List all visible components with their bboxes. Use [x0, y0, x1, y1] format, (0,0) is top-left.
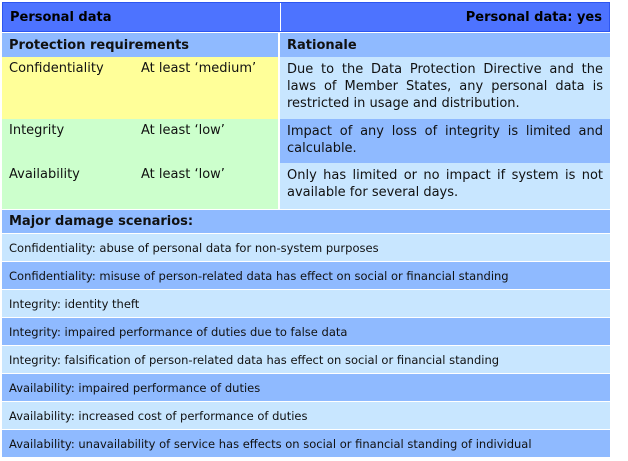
damage-scenarios-heading: Major damage scenarios: [2, 209, 610, 233]
requirement-rationale: Impact of any loss of integrity is limited and calculable. [278, 119, 610, 163]
requirement-level: At least ‘medium’ [141, 61, 257, 76]
damage-scenario-item: Confidentiality: abuse of personal data for non-system purposes [2, 233, 610, 261]
requirement-name: Confidentiality [9, 61, 104, 76]
damage-scenario-item: Confidentiality: misuse of person-related data has effect on social or financial standing [2, 261, 610, 289]
damage-scenario-item: Integrity: identity theft [2, 289, 610, 317]
requirement-row-integrity [2, 119, 610, 163]
header-title: Personal data [3, 3, 281, 31]
rationale-heading: Rationale [278, 33, 610, 57]
requirement-rationale: Only has limited or no impact if system is not available for several days. [278, 163, 610, 209]
requirement-name: Availability [9, 167, 80, 182]
header-status: Personal data: yes [465, 9, 602, 25]
personal-data-table [2, 2, 610, 457]
protection-requirements-heading: Protection requirements [2, 33, 278, 57]
damage-scenario-item: Availability: impaired performance of duties [2, 373, 610, 401]
requirement-row-availability [2, 163, 610, 209]
damage-scenario-item: Integrity: falsification of person-related data has effect on social or financial standing [2, 345, 610, 373]
requirement-row-confidentiality [2, 57, 610, 119]
damage-scenario-item: Availability: unavailability of service has effects on social or financial standing of individual [2, 429, 610, 457]
protection-heading-row [2, 32, 610, 57]
requirement-cell [2, 163, 278, 209]
damage-scenario-item: Availability: increased cost of performance of duties [2, 401, 610, 429]
requirement-cell [2, 119, 278, 163]
requirement-rationale: Due to the Data Protection Directive and the laws of Member States, any personal data is restricted in usage and distribution. [278, 57, 610, 119]
requirement-level: At least ‘low’ [141, 123, 225, 138]
damage-scenario-item: Integrity: impaired performance of duties due to false data [2, 317, 610, 345]
table-header [2, 2, 610, 32]
requirement-name: Integrity [9, 123, 65, 138]
requirement-cell [2, 57, 278, 119]
requirement-level: At least ‘low’ [141, 167, 225, 182]
